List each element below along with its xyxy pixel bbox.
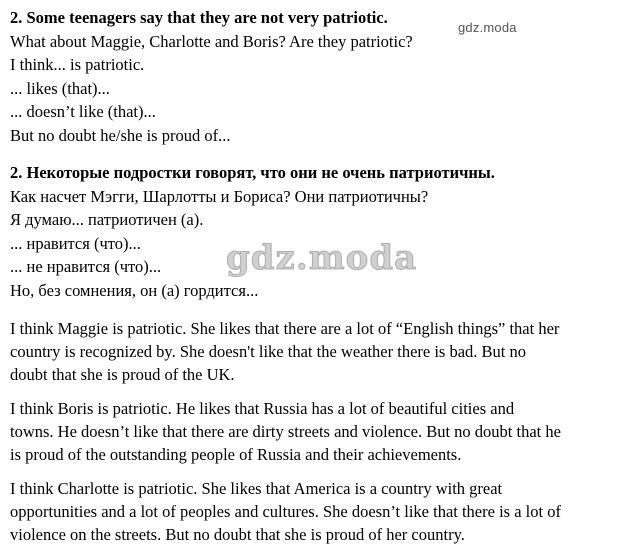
watermark-top: gdz.moda — [458, 20, 517, 35]
english-task-heading: 2. Some teenagers say that they are not very patriotic. — [10, 8, 388, 27]
answer-line: is proud of the outstanding people of Russia and their achievements. — [10, 444, 462, 464]
english-task-line: I think... is patriotic. — [10, 55, 145, 74]
answer-line: towns. He doesn’t like that there are dirty streets and violence. But no doubt that he — [10, 421, 561, 441]
russian-task — [10, 161, 628, 303]
answer-line: violence on the streets. But no doubt that she is proud of her country. — [10, 524, 465, 544]
english-task-line: But no doubt he/she is proud of... — [10, 125, 231, 145]
russian-task-line: ... не нравится (что)... — [10, 257, 162, 277]
russian-task-line: Но, без сомнения, он (а) гордится... — [10, 280, 259, 300]
watermark-center: gdz.moda — [226, 238, 418, 278]
answer-line: I think Boris is patriotic. He likes that Russia has a lot of beautiful cities and — [10, 398, 515, 418]
answer-line: country is recognized by. She doesn't like that the weather there is bad. But no — [10, 341, 527, 361]
answer-line: opportunities and a lot of peoples and cultures. She doesn’t like that there is a lot of — [10, 501, 561, 521]
answer-line: I think Maggie is patriotic. She likes that there are a lot of “English things” that her — [10, 318, 560, 338]
english-task-line: What about Maggie, Charlotte and Boris? Are they patriotic? — [10, 31, 413, 51]
english-task — [10, 6, 628, 147]
answer-charlotte — [10, 477, 628, 546]
english-task-line: ... likes (that)... — [10, 78, 110, 98]
english-task-line: ... doesn’t like (that)... — [10, 102, 156, 121]
russian-task-heading: 2. Некоторые подростки говорят, что они не очень патриотичны. — [10, 163, 495, 182]
answer-maggie — [10, 317, 628, 386]
answer-line: I think Charlotte is patriotic. She likes that America is a country with great — [10, 478, 503, 498]
russian-task-line: ... нравится (что)... — [10, 233, 141, 253]
paragraph-spacer — [10, 466, 628, 477]
section-spacer — [10, 147, 628, 161]
answer-line: doubt that she is proud of the UK. — [10, 364, 235, 384]
russian-task-line: Я думаю... патриотичен (а). — [10, 210, 204, 230]
russian-task-line: Как насчет Мэгги, Шарлотты и Бориса? Они патриотичны? — [10, 186, 429, 206]
answer-boris — [10, 397, 628, 466]
paragraph-spacer — [10, 386, 628, 397]
section-spacer — [10, 303, 628, 317]
